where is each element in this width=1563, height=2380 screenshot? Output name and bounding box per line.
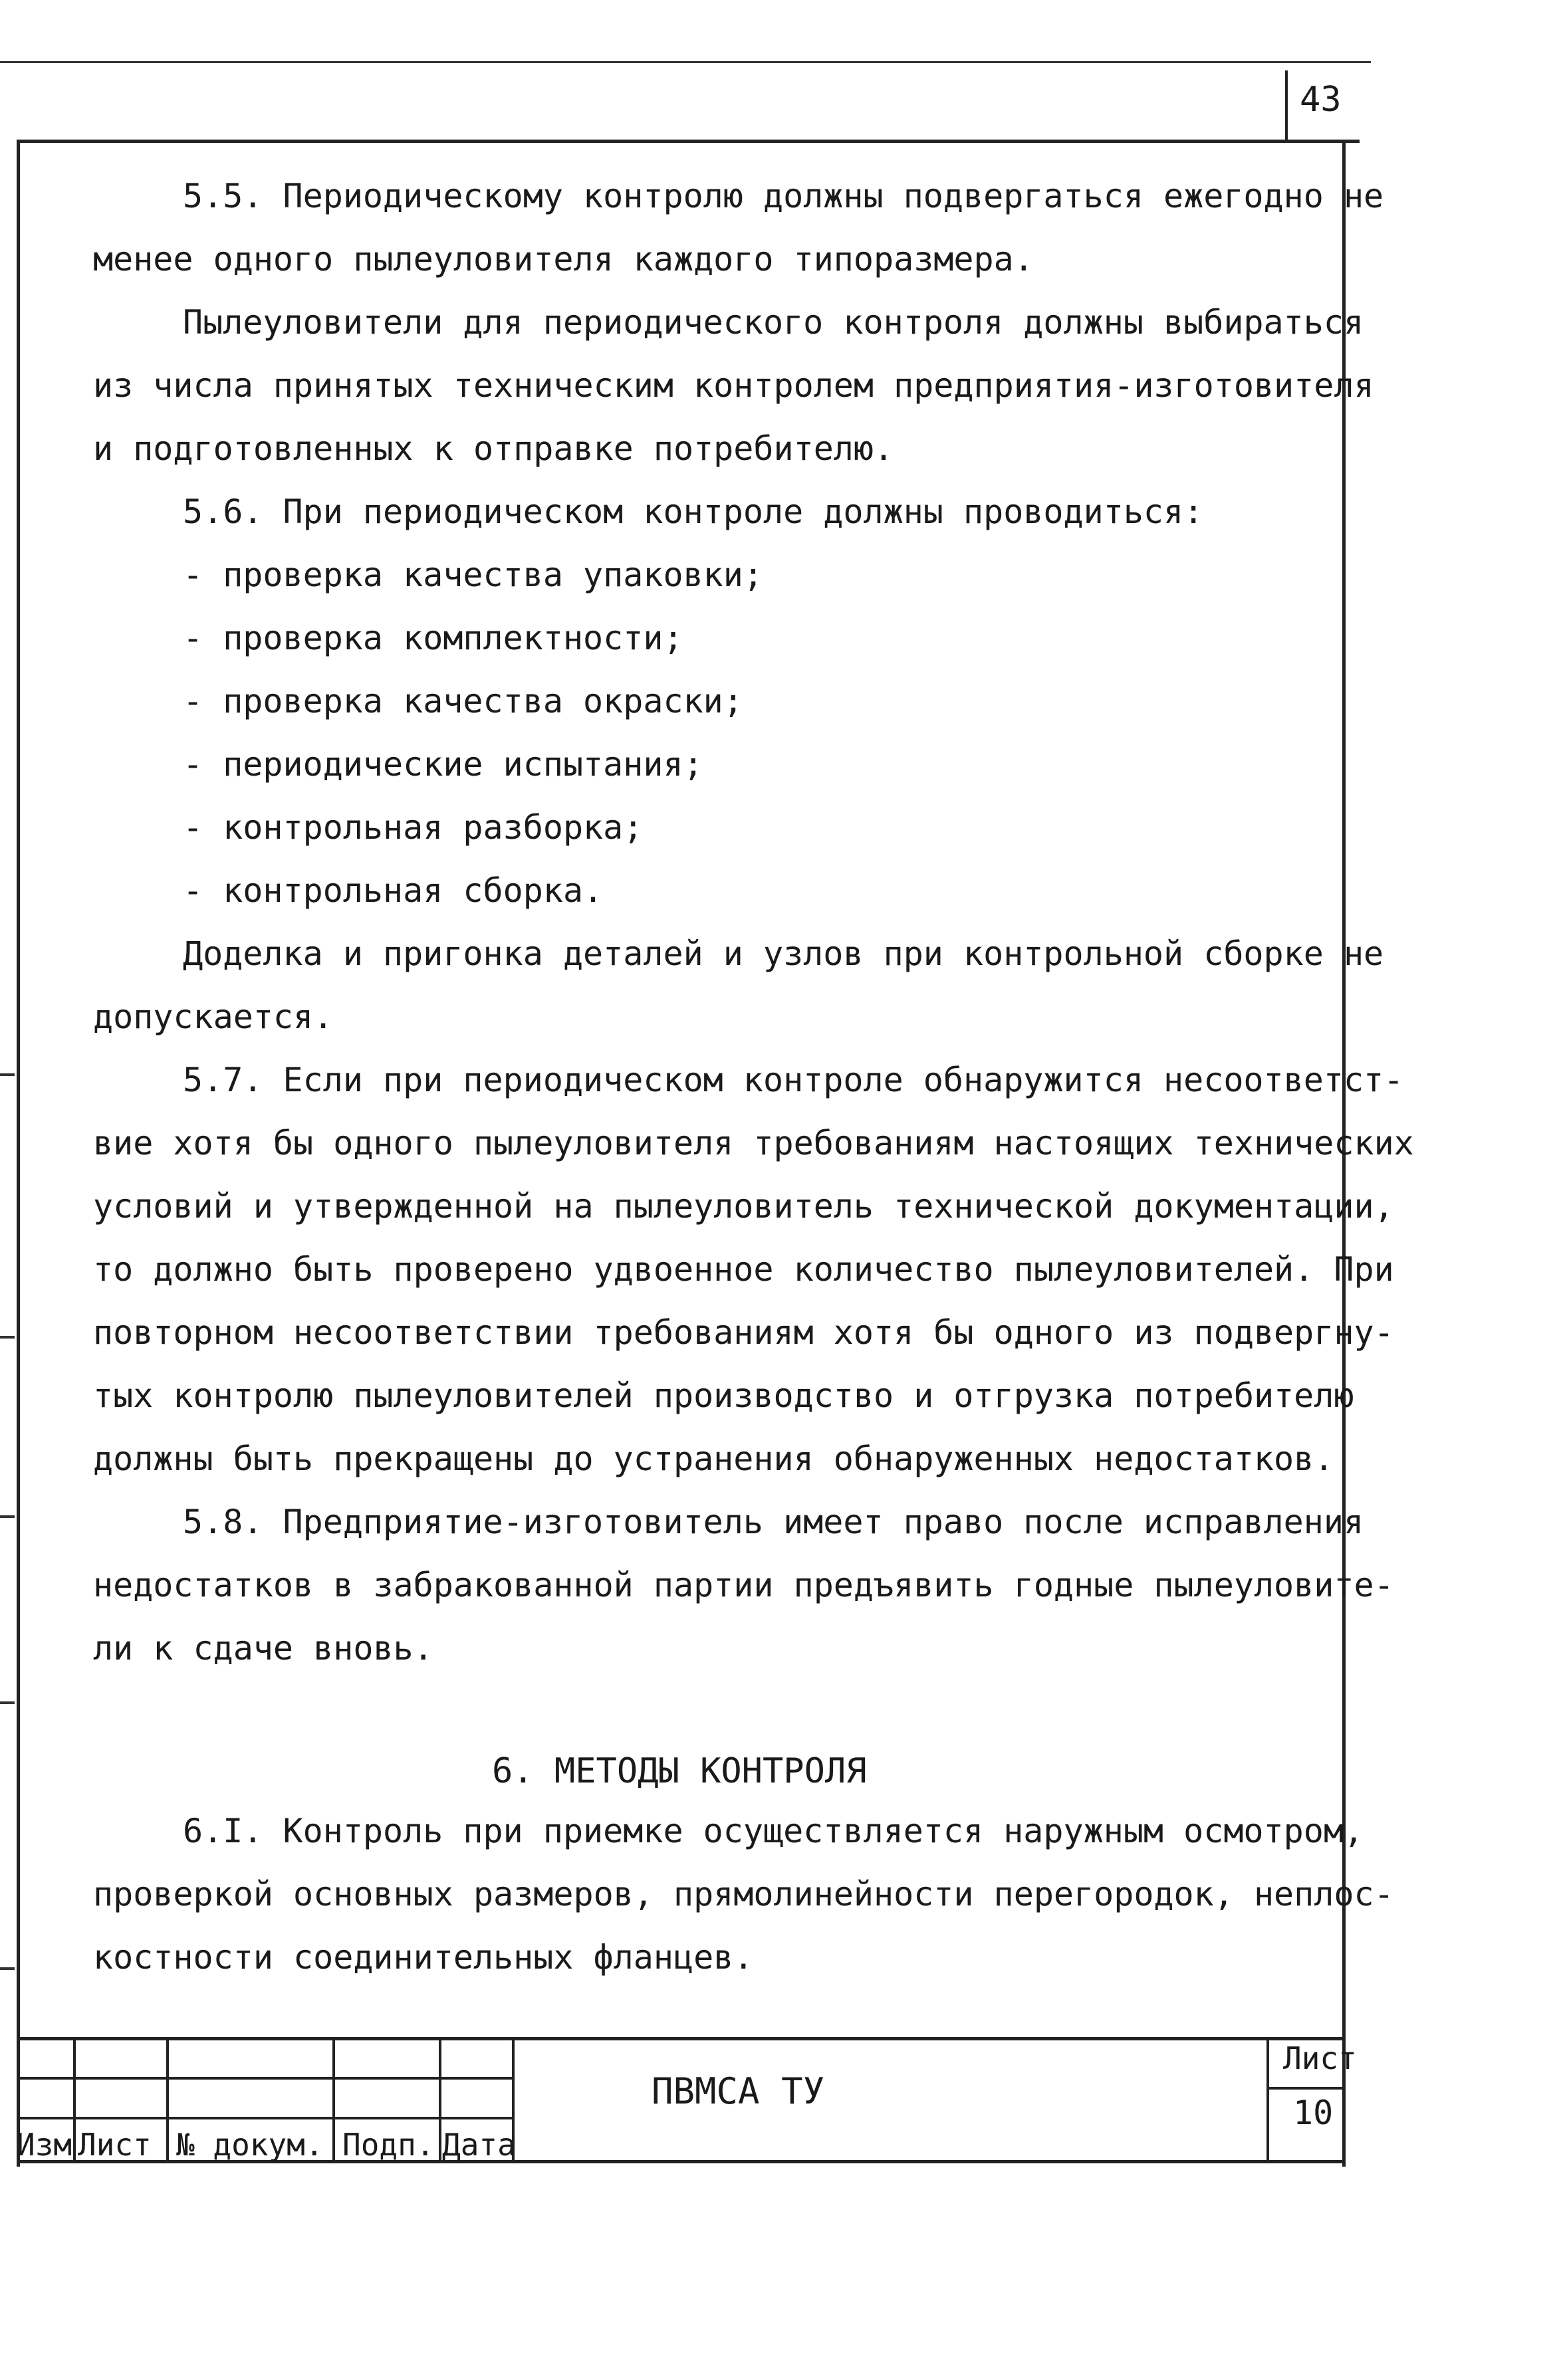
sheet-number: 10 [1293, 2094, 1334, 2132]
text-line: костности соединительных фланцев. [93, 1938, 754, 1977]
text-line: повторном несоответствии требованиям хотя бы одного из подвергну- [93, 1313, 1394, 1352]
text-line: 5.6. При периодическом контроле должны проводиться: [183, 492, 1204, 531]
title-block-col-line [332, 2040, 335, 2160]
list-item: - периодические испытания; [183, 745, 703, 784]
list-item: - контрольная сборка. [183, 871, 604, 910]
text-line: Доделка и пригонка деталей и узлов при контрольной сборке не [183, 934, 1384, 973]
document-code: ПВМСА ТУ [652, 2070, 825, 2112]
text-line: ли к сдаче вновь. [93, 1629, 433, 1668]
text-line: то должно быть проверено удвоенное количество пылеуловителей. При [93, 1250, 1394, 1289]
list-item: - проверка комплектности; [183, 619, 683, 657]
stamp-label-date: Дата [442, 2127, 516, 2163]
margin-tick [0, 1073, 15, 1076]
text-line: условий и утвержденной на пылеуловитель технической документации, [93, 1187, 1394, 1226]
top-rule [0, 61, 1371, 63]
text-line: из числа принятых техническим контролем предприятия-изготовителя [93, 366, 1374, 405]
stamp-label-doc-number: № докум. [176, 2127, 324, 2163]
text-line: 6.I. Контроль при приемке осуществляется наружным осмотром, [183, 1812, 1364, 1850]
text-line: менее одного пылеуловителя каждого типоразмера. [93, 240, 1034, 278]
sheet-label: Лист [1283, 2040, 1357, 2076]
frame-top-border [17, 140, 1360, 143]
title-block [17, 2037, 1357, 2163]
text-line: тых контролю пылеуловителей производство и отгрузка потребителю [93, 1376, 1354, 1415]
text-line: недостатков в забракованной партии предъявить годные пылеуловите- [93, 1566, 1394, 1604]
text-line: 5.7. Если при периодическом контроле обнаружится несоответст- [183, 1061, 1404, 1099]
margin-tick [0, 1967, 15, 1970]
text-line: и подготовленных к отправке потребителю. [93, 429, 894, 468]
title-block-col-line [166, 2040, 169, 2160]
text-line: проверкой основных размеров, прямолинейности перегородок, неплос- [93, 1875, 1394, 1913]
list-item: - проверка качества окраски; [183, 682, 743, 720]
margin-tick [0, 1515, 15, 1518]
stamp-label-change: Изм [17, 2127, 72, 2163]
text-line: должны быть прекращены до устранения обнаруженных недостатков. [93, 1440, 1334, 1478]
title-block-col-line [439, 2040, 441, 2160]
text-line: 5.5. Периодическому контролю должны подвергаться ежегодно не [183, 177, 1384, 215]
title-block-sheet-line [1266, 2087, 1346, 2090]
text-line: 5.8. Предприятие-изготовитель имеет право после исправления [183, 1503, 1364, 1541]
page-number: 43 [1300, 80, 1342, 120]
title-block-row-line [17, 2077, 512, 2080]
section-heading: 6. МЕТОДЫ КОНТРОЛЯ [492, 1751, 867, 1791]
stamp-label-signature: Подп. [342, 2127, 435, 2163]
list-item: - контрольная разборка; [183, 808, 644, 847]
stamp-label-sheet: Лист [78, 2127, 152, 2163]
title-block-col-line [73, 2040, 76, 2160]
title-block-col-line [1266, 2040, 1269, 2160]
frame-left-border [17, 140, 20, 2167]
text-line: Пылеуловители для периодического контроля должны выбираться [183, 303, 1364, 342]
text-line: вие хотя бы одного пылеуловителя требованиям настоящих технических [93, 1124, 1414, 1162]
margin-tick [0, 1336, 15, 1339]
text-line: допускается. [93, 998, 334, 1036]
list-item: - проверка качества упаковки; [183, 556, 763, 594]
page-number-box-divider [1285, 70, 1288, 141]
margin-tick [0, 1701, 15, 1704]
title-block-row-line [17, 2117, 512, 2119]
